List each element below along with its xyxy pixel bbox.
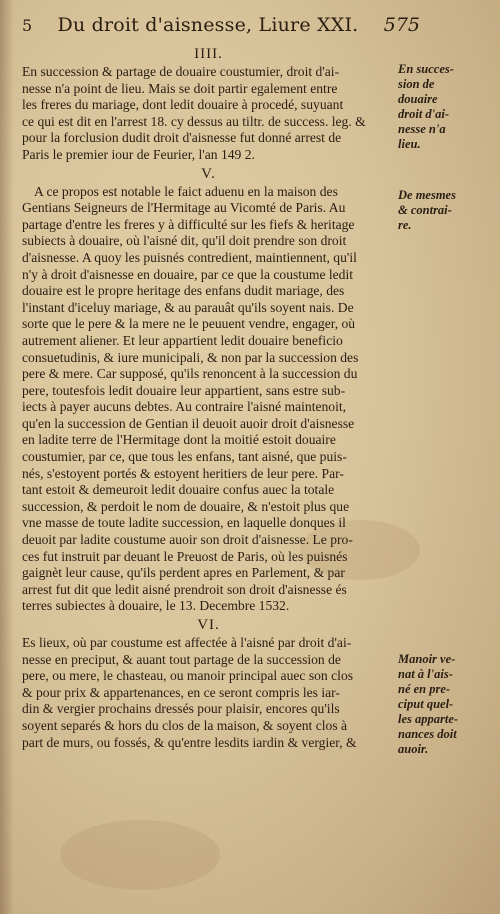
page-number: 575 xyxy=(383,14,420,36)
section-number: V. xyxy=(201,165,216,182)
section-number: IIII. xyxy=(194,46,223,62)
text-line: l'instant d'iceluy mariage, & au parauât qu'ils soyent nais. De xyxy=(22,299,354,315)
text-line: deuoit par ladite coustume auoir son droit d'aisnesse. Le pro- xyxy=(22,532,353,548)
text-line: pour la forclusion dudit droit d'aisnesse fut donné arrest de xyxy=(22,130,342,146)
section-number: VI. xyxy=(197,617,220,633)
text-line: part de murs, ou fossés, & qu'entre lesdits iardin & vergier, & xyxy=(22,734,357,750)
text-line: gaignèt leur cause, qu'ils perdent apres en Parlement, & par xyxy=(22,565,345,581)
text-line: nesse n'a point de lieu. Mais se doit partir egalement entre xyxy=(22,80,338,96)
margin-note-line: lieu. xyxy=(398,137,421,151)
text-line: consuetudinis, & iure municipali, & non par la succession des xyxy=(22,349,359,365)
margin-note-line: nat à l'ais- xyxy=(398,667,453,681)
text-line: pere, toutesfois ledit douaire leur appartient, sans estre sub- xyxy=(22,382,346,398)
text-line: Es lieux, où par coustume est affectée à l'aisné par droit d'ai- xyxy=(22,635,352,650)
margin-note-line: re. xyxy=(398,218,412,232)
text-line: pere, ou mere, le chasteau, ou manoir principal auec son clos xyxy=(22,668,354,684)
margin-note-line: droit d'ai- xyxy=(398,107,450,121)
margin-note-line: douaire xyxy=(398,92,438,106)
text-line: tant estoit & demeuroit ledit douaire confus auec la totale xyxy=(22,482,335,498)
margin-note-line: sion de xyxy=(398,77,435,91)
text-line: douaire est le propre heritage des enfans dudit mariage, des xyxy=(22,283,345,299)
text-line: les freres du mariage, dont ledit douaire à procedé, suyuant xyxy=(22,97,344,113)
signature-mark: 5 xyxy=(22,16,33,35)
paragraph xyxy=(22,635,395,751)
text-line: sorte que le pere & la mere ne le peuuent vendre, engager, où xyxy=(22,316,356,332)
margin-note xyxy=(398,62,494,152)
text-line: Paris le premier iour de Feurier, l'an 149 2. xyxy=(22,146,255,162)
text-line: pere & mere. Car supposé, qu'ils renoncent à la succession du xyxy=(22,366,358,382)
text-line: autrement aliener. Et leur appartient ledit douaire beneficio xyxy=(22,332,343,348)
text-line: iects à payer aucuns debtes. Au contraire l'aisné maintenoit, xyxy=(22,399,347,415)
paper-stain xyxy=(60,820,220,890)
main-text xyxy=(22,44,395,751)
text-line: & pour prix & appartenances, en ce seront compris les iar- xyxy=(22,684,340,700)
text-line: arrest fut dit que ledit aisné prendroit son droit d'aisnesse és xyxy=(22,581,347,597)
margin-note-line: & contrai- xyxy=(398,203,452,217)
margin-note-line: nesse n'a xyxy=(398,122,446,136)
text-line: d'aisnesse. A quoy les puisnés contredient, maintiennent, qu'il xyxy=(22,249,357,265)
margin-note-line: ciput quel- xyxy=(398,697,454,711)
text-line: En succession & partage de douaire coustumier, droit d'ai- xyxy=(22,64,340,79)
margin-note-line: les apparte- xyxy=(398,712,459,726)
margin-note-line: Manoir ve- xyxy=(398,652,456,666)
text-line: succession, & perdoit le nom de douaire, & n'estoit plus que xyxy=(22,498,350,514)
text-line: terres subiectes à douaire, le 13. Decembre 1532. xyxy=(22,598,290,614)
text-line: ces fut instruit par deuant le Preuost de Paris, où les puisnés xyxy=(22,548,348,564)
text-line: partage d'entre les freres y à difficulté sur les fiefs & heritage xyxy=(22,216,355,232)
text-line: vne masse de toute ladite succession, en laquelle donques il xyxy=(22,515,346,531)
text-line: subiects à douaire, où l'aisné dit, qu'il doit prendre son droit xyxy=(22,233,347,249)
text-line: nés, s'estoyent portés & estoyent heritiers de leur pere. Par- xyxy=(22,465,344,481)
margin-note-line: nances doit xyxy=(398,727,457,741)
margin-note-line: né en pre- xyxy=(398,682,451,696)
margin-note xyxy=(398,188,494,233)
paragraph xyxy=(22,64,395,164)
text-line: en ladite terre de l'Hermitage dont la moitié estoit douaire xyxy=(22,432,336,448)
margin-note xyxy=(398,652,494,757)
paragraph xyxy=(22,184,395,615)
running-header xyxy=(22,14,420,44)
text-line: n'y à droit d'aisnesse en douaire, par ce que la coustume ledit xyxy=(22,266,354,282)
text-line: ce qui est dit en l'arrest 18. cy dessus au tiltr. de success. leg. & xyxy=(22,113,366,129)
text-line: nesse en preciput, & auant tout partage de la succession de xyxy=(22,651,341,667)
text-line: soyent separés & hors du clos de la maison, & soyent clos à xyxy=(22,717,348,733)
margin-note-line: En succes- xyxy=(398,62,454,76)
margin-note-line: De mesmes xyxy=(398,188,456,202)
text-line: din & vergier prochains dressés pour plaisir, encores qu'ils xyxy=(22,701,340,717)
margin-note-line: auoir. xyxy=(398,742,429,756)
text-line: qu'en la succession de Gentian il deuoit auoir droit d'aisnesse xyxy=(22,415,355,431)
running-title: Du droit d'aisnesse, Liure XXI. xyxy=(57,14,359,36)
text-line: A ce propos est notable le faict aduenu en la maison des xyxy=(34,183,338,199)
text-line: coustumier, par ce, que tous les enfans, tant aisné, que puis- xyxy=(22,449,347,465)
text-line: Gentians Seigneurs de l'Hermitage au Vicomté de Paris. Au xyxy=(22,200,346,216)
